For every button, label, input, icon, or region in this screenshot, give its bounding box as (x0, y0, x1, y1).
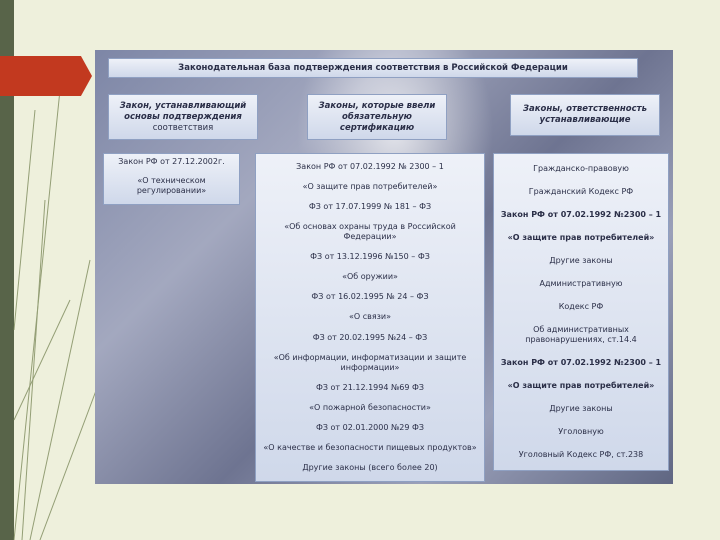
liability-item: Уголовный Кодекс РФ, ст.238 (518, 450, 644, 460)
column-certification-laws (255, 153, 485, 482)
category-liability-laws (510, 94, 660, 136)
liability-item: «О защите прав потребителей» (507, 232, 655, 242)
liability-item: Кодекс РФ (558, 302, 604, 311)
law-item: Закон РФ от 07.02.1992 № 2300 – 1 (296, 162, 444, 172)
law-item: ФЗ от 02.01.2000 №29 ФЗ (315, 422, 425, 432)
liability-item: Закон РФ от 07.02.1992 №2300 – 1 (500, 358, 662, 368)
liability-item: Административную (539, 278, 623, 288)
column-foundation-laws (103, 153, 240, 205)
liability-item: Гражданский Кодекс РФ (528, 186, 634, 196)
liability-item: Уголовную (558, 427, 604, 437)
liability-item: «О защите прав потребителей» (507, 381, 655, 391)
category-label-line1: Законы, ответственность (522, 104, 647, 114)
diagram-slide (95, 50, 673, 484)
law-item: ФЗ от 16.02.1995 № 24 – ФЗ (311, 292, 429, 302)
law-item: «О связи» (348, 312, 391, 322)
liability-item: Другие законы (549, 404, 613, 414)
liability-item: Другие законы (549, 255, 613, 265)
category-label-line2: устанавливающие (539, 115, 631, 125)
accent-tab (0, 56, 92, 96)
law-item: «Об оружии» (342, 272, 398, 282)
law-item: ФЗ от 20.02.1995 №24 – ФЗ (312, 332, 428, 342)
law-item: «О качестве и безопасности пищевых продуктов» (263, 442, 477, 452)
column-liability-laws (493, 153, 669, 471)
law-item: ФЗ от 21.12.1994 №69 ФЗ (315, 382, 425, 392)
diagram-title: Законодательная база подтверждения соответствия в Российской Федерации (108, 58, 638, 78)
category-mandatory-certification (307, 94, 447, 140)
law-item: Другие законы (всего более 20) (302, 462, 438, 472)
law-item: «Об основах охраны труда в Российской Федерации» (284, 222, 456, 242)
category-label-line2: обязательную (342, 111, 412, 122)
category-label-line1: Закон, устанавливающий (119, 100, 247, 111)
law-item: «О техническом регулировании» (136, 176, 207, 195)
law-item: ФЗ от 17.07.1999 № 181 – ФЗ (308, 202, 432, 212)
category-foundation-law (108, 94, 258, 140)
category-label-line2: основы подтверждения (124, 111, 242, 122)
category-label-line3: сертификацию (339, 122, 415, 133)
category-label-line3: соответствия (152, 122, 214, 133)
category-label-line1: Законы, которые ввели (318, 100, 436, 111)
liability-item: Гражданско-правовую (533, 163, 629, 173)
law-item: «О пожарной безопасности» (309, 402, 431, 412)
law-item: «Об информации, информатизации и защите информации» (273, 352, 467, 372)
law-item: «О защите прав потребителей» (302, 182, 438, 192)
liability-item: Закон РФ от 07.02.1992 №2300 – 1 (500, 209, 662, 219)
law-item: Закон РФ от 27.12.2002г. (118, 157, 225, 166)
liability-item: Об административных правонарушениях, ст.14.4 (525, 325, 637, 345)
law-item: ФЗ от 13.12.1996 №150 – ФЗ (310, 252, 430, 262)
